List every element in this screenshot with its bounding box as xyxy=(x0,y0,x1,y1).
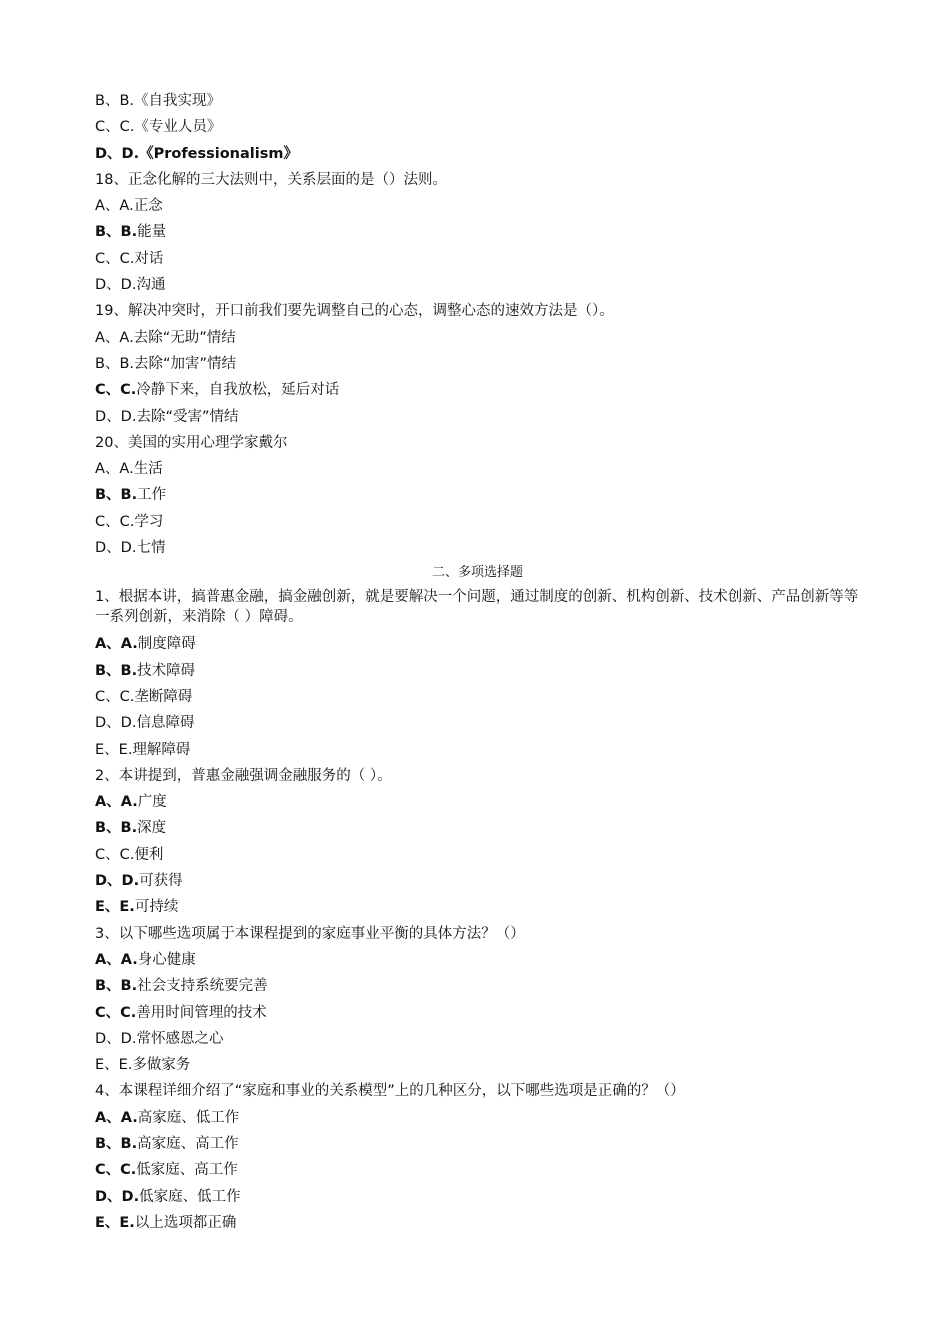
question-list-multiple-choice xyxy=(95,587,860,1240)
answer-option: C、C.《专业人员》 xyxy=(95,119,222,136)
answer-option: D、D.低家庭、低工作 xyxy=(95,1188,241,1205)
answer-option: D、D.信息障碍 xyxy=(95,715,195,732)
answer-option: A、A.正念 xyxy=(95,198,163,215)
answer-option: B、B.去除“加害”情结 xyxy=(95,355,237,372)
answer-option: D、D.沟通 xyxy=(95,277,166,294)
answer-option: E、E.可持续 xyxy=(95,899,179,916)
question-text: 3、以下哪些选项属于本课程提到的家庭事业平衡的具体方法？（） xyxy=(95,925,525,942)
answer-option: C、C.冷静下来，自我放松，延后对话 xyxy=(95,382,340,399)
question-text: 4、本课程详细介绍了“家庭和事业的关系模型”上的几种区分，以下哪些选项是正确的？（） xyxy=(95,1083,685,1100)
question-text: 1、根据本讲，搞普惠金融，搞金融创新，就是要解决一个问题，通过制度的创新、机构创新、技术创新、产品创新等等一系列创新，来消除（ ）障碍。 xyxy=(95,589,859,626)
answer-option: B、B.深度 xyxy=(95,820,167,837)
answer-option: B、B.社会支持系统要完善 xyxy=(95,978,268,995)
answer-option: B、B.技术障碍 xyxy=(95,662,196,679)
answer-option: B、B.高家庭、高工作 xyxy=(95,1135,239,1152)
answer-option: B、B.能量 xyxy=(95,224,167,241)
answer-option: C、C.学习 xyxy=(95,513,164,530)
answer-option: A、A.去除“无助”情结 xyxy=(95,329,236,346)
answer-option: E、E.多做家务 xyxy=(95,1057,191,1074)
answer-option: C、C.善用时间管理的技术 xyxy=(95,1004,267,1021)
answer-option: D、D.可获得 xyxy=(95,873,183,890)
answer-option: D、D.《Professionalism》 xyxy=(95,145,298,162)
answer-option: D、D.去除“受害”情结 xyxy=(95,408,239,425)
answer-option: C、C.对话 xyxy=(95,250,164,267)
answer-option: C、C.低家庭、高工作 xyxy=(95,1162,238,1179)
answer-option: B、B.工作 xyxy=(95,487,167,504)
answer-option: E、E.理解障碍 xyxy=(95,741,191,758)
section-heading: 二、多项选择题 xyxy=(431,565,523,581)
document-page xyxy=(95,92,860,1240)
answer-option: A、A.高家庭、低工作 xyxy=(95,1109,240,1126)
question-text: 18、正念化解的三大法则中，关系层面的是（）法则。 xyxy=(95,171,447,188)
question-text: 20、美国的实用心理学家戴尔 xyxy=(95,434,288,451)
answer-option: A、A.广度 xyxy=(95,794,167,811)
answer-option: B、B.《自我实现》 xyxy=(95,93,222,109)
answer-option: D、D.七情 xyxy=(95,540,166,557)
question-text: 19、解决冲突时，开口前我们要先调整自己的心态，调整心态的速效方法是（）。 xyxy=(95,303,614,320)
answer-option: E、E.以上选项都正确 xyxy=(95,1214,237,1231)
question-list-single-choice xyxy=(95,92,860,565)
answer-option: C、C.垄断障碍 xyxy=(95,688,193,705)
question-text: 2、本讲提到，普惠金融强调金融服务的（ ）。 xyxy=(95,767,392,784)
answer-option: D、D.常怀感恩之心 xyxy=(95,1030,224,1047)
answer-option: A、A.生活 xyxy=(95,461,163,478)
answer-option: A、A.身心健康 xyxy=(95,951,196,968)
answer-option: C、C.便利 xyxy=(95,846,164,863)
answer-option: A、A.制度障碍 xyxy=(95,636,196,653)
